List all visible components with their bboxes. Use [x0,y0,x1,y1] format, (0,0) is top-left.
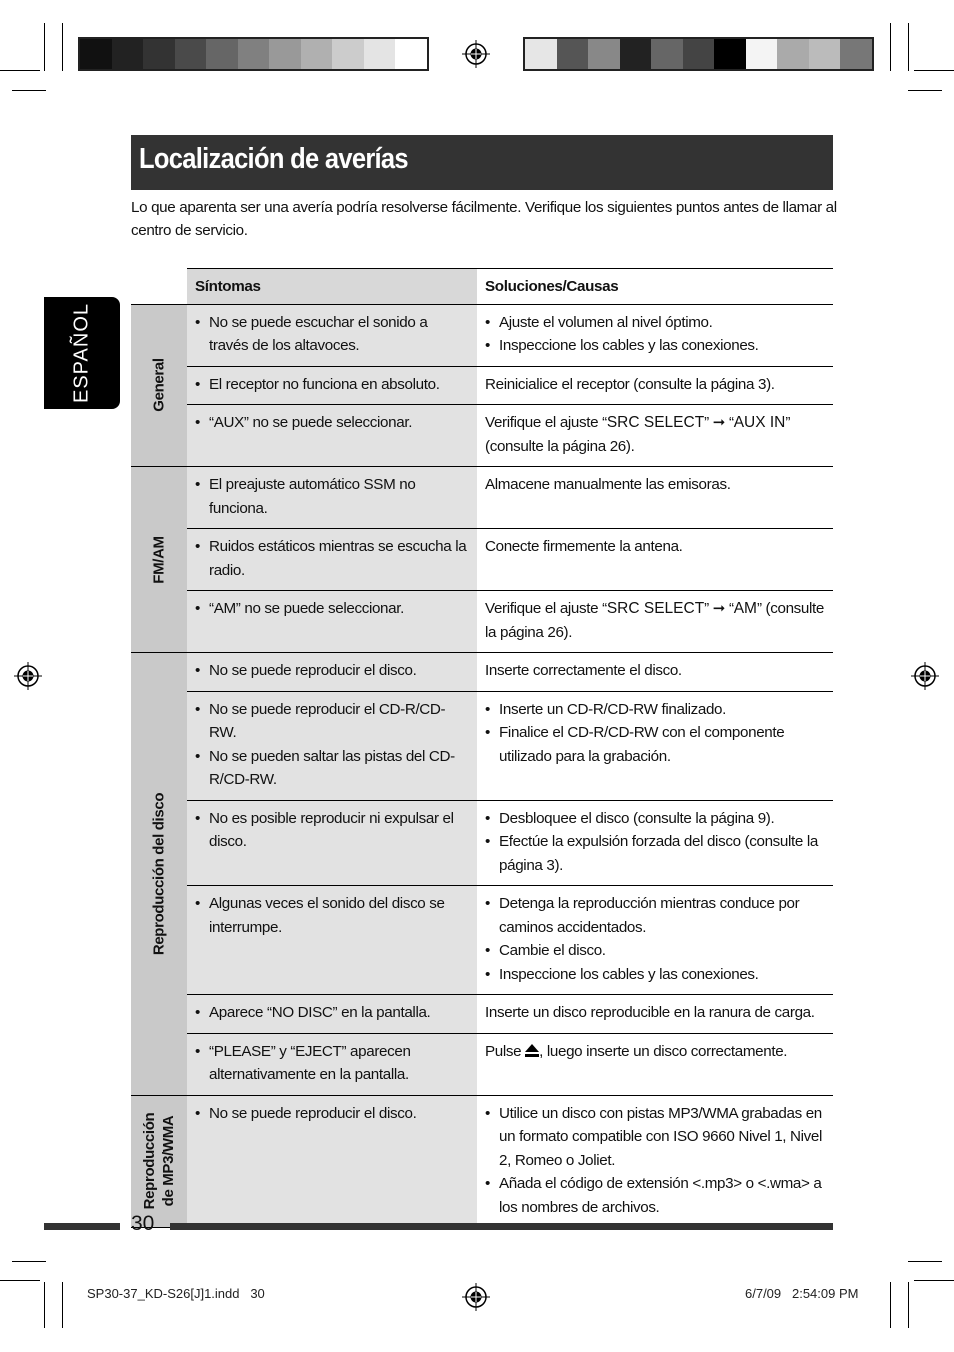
list-item: • “AM” no se puede seleccionar. [195,597,469,621]
table-header-solutions: Soluciones/Causas [477,269,833,305]
slug-date: 6/7/09 2:54:09 PM [745,1286,859,1301]
solution-cell [477,1033,833,1095]
table-row [131,1033,833,1095]
solution-list [485,807,825,878]
table-row [131,886,833,995]
crop-mark [0,1280,40,1281]
table-header-blank [131,269,187,305]
symptom-cell [187,886,477,995]
color-swatch [588,39,620,69]
list-item: • Utilice un disco con pistas MP3/WMA grabadas en un formato compatible con ISO 9660 Nivel 1, Nivel 2, Romeo o Joliet. [485,1102,825,1173]
symptom-list [195,535,469,582]
color-swatch [332,39,364,69]
symptom-list [195,1040,469,1087]
list-item: • No se puede reproducir el disco. [195,1102,469,1126]
crop-mark [44,1282,45,1328]
table-row [131,304,833,366]
list-item: • Inspeccione los cables y las conexiones. [485,963,825,987]
color-swatch [525,39,557,69]
table-row [131,591,833,653]
color-swatch [112,39,144,69]
title-bar [131,135,833,190]
color-swatch [143,39,175,69]
arrow-text: ” ➞ “ [704,414,734,431]
table-row [131,800,833,886]
language-tab-label: ESPAÑOL [70,303,93,403]
symptom-cell [187,800,477,886]
list-item: • Añada el código de extensión <.mp3> o <.wma> a los nombres de archivos. [485,1172,825,1219]
symptom-list [195,411,469,435]
list-item: • Ruidos estáticos mientras se escucha la radio. [195,535,469,582]
crop-mark [62,23,63,71]
list-item: • Aparece “NO DISC” en la pantalla. [195,1001,469,1025]
crop-mark [12,1261,46,1262]
solution-cell: Inserte correctamente el disco. [477,653,833,692]
solution-list [485,698,825,769]
color-swatch [364,39,396,69]
symptom-cell [187,1033,477,1095]
solution-text: Verifique el ajuste “ [485,600,607,617]
crop-mark [914,1280,954,1281]
solution-cell [477,886,833,995]
crop-mark [890,1282,891,1328]
eject-icon [525,1044,539,1057]
color-swatch [777,39,809,69]
category-label [140,1113,178,1210]
crop-mark [908,1282,909,1328]
symptom-cell [187,1095,477,1228]
solution-cell: Almacene manualmente las emisoras. [477,467,833,529]
page-number: 30 [131,1212,155,1235]
color-swatch [269,39,301,69]
color-swatch [301,39,333,69]
list-item: • Detenga la reproducción mientras conduce por caminos accidentados. [485,892,825,939]
symptom-list [195,311,469,358]
crop-mark [890,23,891,71]
symptom-list [195,892,469,939]
table-header-row [131,269,833,305]
category-label: General [150,358,168,412]
color-swatch [620,39,652,69]
symptom-list [195,698,469,792]
color-bar-left [78,37,429,71]
table-row [131,467,833,529]
color-swatch [206,39,238,69]
list-item: • No se puede escuchar el sonido a través de los altavoces. [195,311,469,358]
solution-cell: Reinicialice el receptor (consulte la página 3). [477,366,833,405]
solution-list [485,1102,825,1220]
category-disc [131,653,187,1096]
crop-mark [908,1261,942,1262]
solution-text: ” (consulte la página 26). [485,414,791,455]
category-label: FM/AM [150,535,168,584]
solution-text: Pulse [485,1042,526,1060]
solution-cell [477,405,833,467]
footer-rule-left [44,1223,120,1230]
symptom-list [195,659,469,683]
solution-list [485,892,825,986]
footer-rule-right [170,1223,833,1230]
solution-text: ” (consulte la página 26). [485,600,825,641]
symptom-list [195,1102,469,1126]
slug-file: SP30-37_KD-S26[J]1.indd 30 [87,1286,265,1301]
list-item: • Algunas veces el sonido del disco se interrumpe. [195,892,469,939]
solution-list [485,311,825,358]
page-title: Localización de averías [139,143,408,175]
arrow-text: ” ➞ “ [704,600,734,617]
category-label-line1: Reproducción [141,1112,158,1210]
color-swatch [840,39,872,69]
symptom-cell [187,995,477,1034]
list-item: • Cambie el disco. [485,939,825,963]
crop-mark [908,90,942,91]
list-item: • No se puede reproducir el disco. [195,659,469,683]
symptom-list [195,373,469,397]
am-label: AM [733,600,757,617]
table-row [131,691,833,800]
language-tab [44,297,120,409]
list-item: • Efectúe la expulsión forzada del disco (consulte la página 3). [485,830,825,877]
symptom-cell [187,529,477,591]
solution-cell [477,1095,833,1228]
src-select-label: SRC SELECT [606,600,705,617]
list-item: • El preajuste automático SSM no funciona. [195,473,469,520]
symptom-cell [187,653,477,692]
table-row [131,405,833,467]
symptom-cell [187,691,477,800]
troubleshooting-table [131,268,833,1228]
list-item: • No se pueden saltar las pistas del CD-R/CD-RW. [195,745,469,792]
crop-mark [44,23,45,71]
solution-cell: Conecte firmemente la antena. [477,529,833,591]
color-swatch [651,39,683,69]
table-row [131,653,833,692]
crop-mark [12,90,46,91]
symptom-cell [187,405,477,467]
crop-mark [914,70,954,71]
table-row [131,529,833,591]
list-item: • Desbloquee el disco (consulte la página 9). [485,807,825,831]
list-item: • El receptor no funciona en absoluto. [195,373,469,397]
table-row [131,995,833,1034]
color-swatch [238,39,270,69]
list-item: • Inspeccione los cables y las conexiones. [485,334,825,358]
list-item: • Ajuste el volumen al nivel óptimo. [485,311,825,335]
registration-mark-icon [14,662,42,690]
registration-mark-icon [911,662,939,690]
list-item: • “AUX” no se puede seleccionar. [195,411,469,435]
list-item: • No es posible reproducir ni expulsar el disco. [195,807,469,854]
list-item: • No se puede reproducir el CD-R/CD-RW. [195,698,469,745]
symptom-cell [187,591,477,653]
color-swatch [746,39,778,69]
registration-mark-icon [462,40,490,68]
symptom-list [195,473,469,520]
category-label: Reproducción del disco [150,792,168,955]
solution-cell [477,691,833,800]
category-label-line2: de MP3/WMA [160,1115,177,1207]
solution-cell: Inserte un disco reproducible en la ranura de carga. [477,995,833,1034]
table-row [131,366,833,405]
list-item: • Inserte un CD-R/CD-RW finalizado. [485,698,825,722]
list-item: • Finalice el CD-R/CD-RW con el componente utilizado para la grabación. [485,721,825,768]
registration-mark-icon [462,1283,490,1311]
solution-cell [477,304,833,366]
category-mp3-wma [131,1095,187,1228]
color-swatch [557,39,589,69]
category-fmam [131,467,187,653]
symptom-cell [187,467,477,529]
color-bar-right [523,37,874,71]
solution-text: , luego inserte un disco correctamente. [539,1042,788,1060]
table-row [131,1095,833,1228]
color-swatch [395,39,427,69]
symptom-cell [187,366,477,405]
color-swatch [683,39,715,69]
solution-text: Verifique el ajuste “ [485,414,607,431]
crop-mark [908,23,909,71]
color-swatch [80,39,112,69]
intro-paragraph: Lo que aparenta ser una avería podría resolverse fácilmente. Verifique los siguientes puntos antes de llamar al centro de servicio. [131,199,837,239]
color-swatch [714,39,746,69]
symptom-list [195,1001,469,1025]
color-swatch [809,39,841,69]
solution-cell [477,591,833,653]
solution-cell [477,800,833,886]
crop-mark [62,1282,63,1328]
aux-in-label: AUX IN [733,414,786,431]
table-header-symptoms: Síntomas [187,269,477,305]
category-general [131,304,187,467]
symptom-list [195,807,469,854]
symptom-list [195,597,469,621]
crop-mark [0,70,40,71]
src-select-label: SRC SELECT [606,414,705,431]
color-swatch [175,39,207,69]
list-item: • “PLEASE” y “EJECT” aparecen alternativamente en la pantalla. [195,1040,469,1087]
symptom-cell [187,304,477,366]
